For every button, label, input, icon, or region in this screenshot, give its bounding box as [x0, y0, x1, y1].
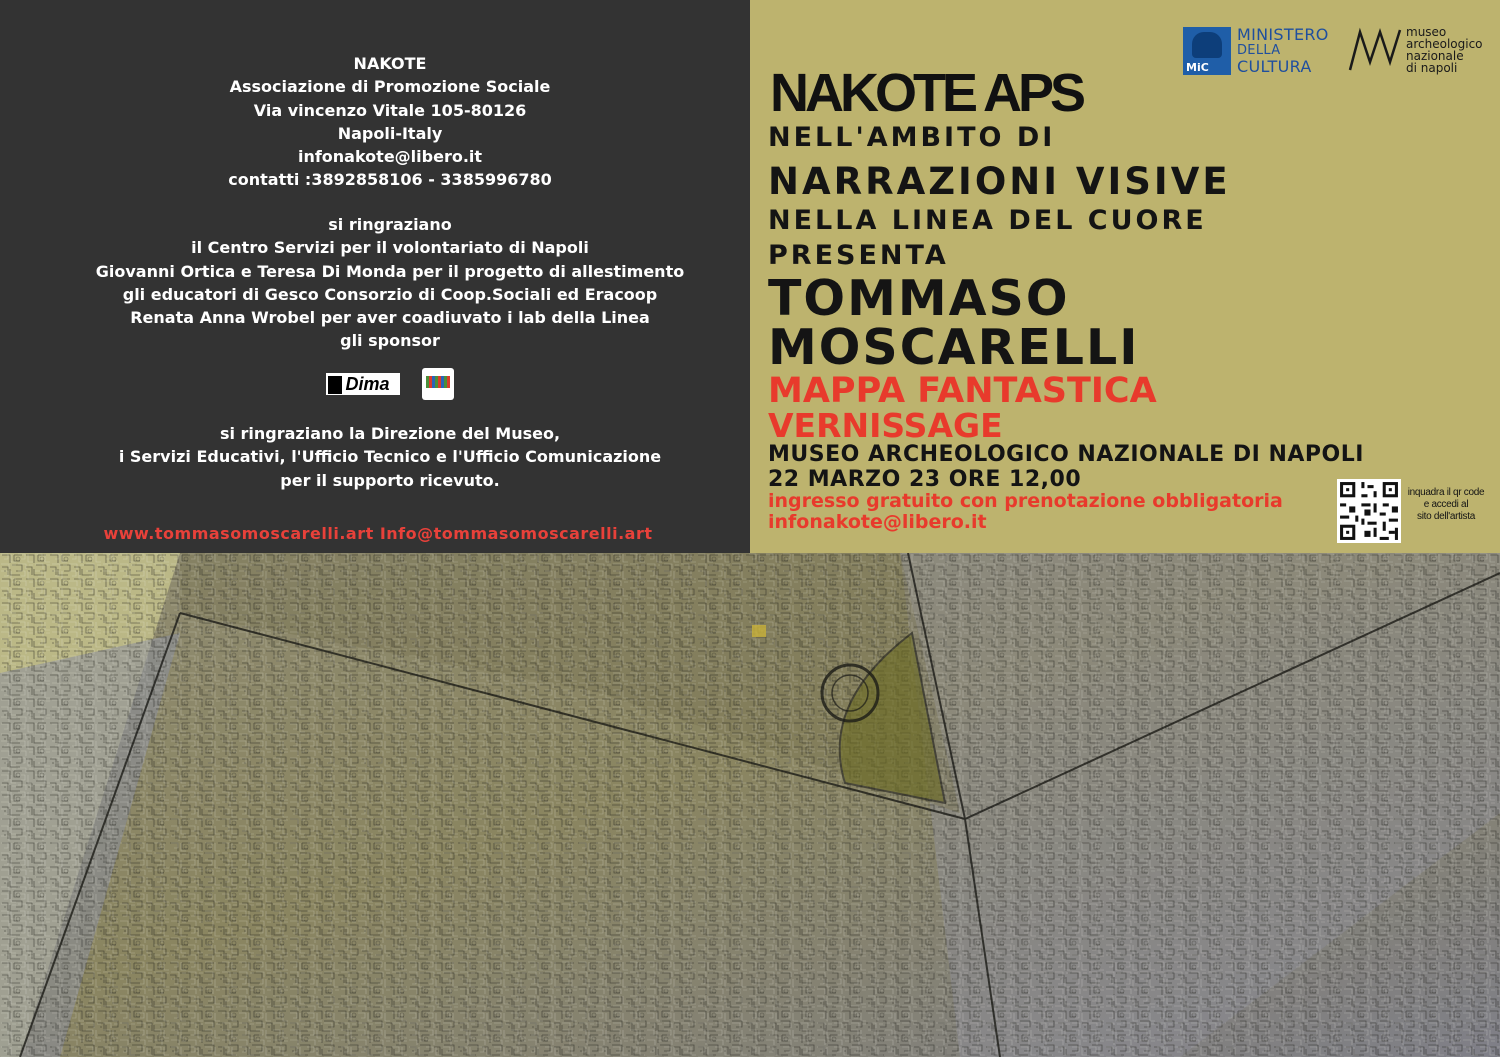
org-type: Associazione di Promozione Sociale: [229, 77, 551, 97]
org-title: NAKOTE APS: [770, 63, 1083, 123]
venue: MUSEO ARCHEOLOGICO NAZIONALE DI NAPOLI: [768, 442, 1364, 467]
sponsor-logos: [0, 368, 780, 400]
acknowledgements: [0, 213, 780, 353]
thanks-line: gli sponsor: [340, 331, 440, 351]
artist-last-name: MOSCARELLI: [768, 319, 1140, 376]
thanks-heading: si ringraziano: [328, 215, 452, 234]
thanks-line: il Centro Servizi per il volontariato di Napoli: [191, 238, 589, 258]
booking-email[interactable]: infonakote@libero.it: [768, 511, 987, 533]
entry-info: ingresso gratuito con prenotazione obbligatoria: [768, 490, 1283, 512]
mic-emblem-icon: MiC: [1183, 27, 1231, 75]
project-subtitle: NELLA LINEA DEL CUORE: [768, 205, 1207, 236]
thanks-line: Renata Anna Wrobel per aver coadiuvato i lab della Linea: [130, 308, 650, 328]
artist-first-name: TOMMASO: [768, 270, 1070, 327]
ministero-cultura-logo: MiC MINISTERO DELLA CULTURA: [1183, 27, 1329, 75]
event-type: VERNISSAGE: [768, 406, 1003, 445]
museum-thanks-line: i Servizi Educativi, l'Ufficio Tecnico e l'Ufficio Comunicazione: [118, 447, 662, 467]
thanks-line: Giovanni Ortica e Teresa Di Monda per il progetto di allestimento: [95, 261, 685, 281]
contacts: contatti :3892858106 - 3385996780: [228, 170, 552, 190]
qr-code[interactable]: [1337, 479, 1401, 543]
artwork-fantastic-map: [0, 553, 1500, 1057]
context-line: NELL'AMBITO DI: [768, 122, 1056, 153]
museo-archeologico-logo: museo archeologico nazionale di napoli: [1348, 26, 1483, 74]
project-name: NARRAZIONI VISIVE: [768, 160, 1231, 203]
dima-logo: Dima: [326, 373, 400, 395]
city: Napoli-Italy: [337, 123, 443, 143]
exhibition-title: MAPPA FANTASTICA: [768, 371, 1157, 411]
address-block: [0, 52, 780, 192]
website-links[interactable]: www.tommasomoscarelli.art Info@tommasomoscarelli.art: [103, 524, 653, 543]
presents-label: PRESENTA: [768, 240, 949, 271]
org-name: NAKOTE: [353, 54, 427, 73]
museum-thanks-line: per il supporto ricevuto.: [280, 470, 500, 490]
street-address: Via vincenzo Vitale 105-80126: [253, 100, 527, 120]
left-info-panel: [0, 0, 750, 553]
event-date: 22 MARZO 23 ORE 12,00: [768, 467, 1082, 492]
mann-monogram-icon: [1348, 26, 1402, 74]
museum-thanks: [0, 422, 780, 492]
sponsor-logo-2: [422, 368, 454, 400]
org-email[interactable]: infonakote@libero.it: [297, 147, 483, 167]
event-panel: [750, 0, 1500, 553]
thanks-line: gli educatori di Gesco Consorzio di Coop.Sociali ed Eracoop: [122, 284, 658, 304]
qr-caption: inquadra il qr code e accedi al sito dell'artista: [1407, 487, 1485, 522]
museum-thanks-line: si ringraziano la Direzione del Museo,: [219, 424, 561, 443]
